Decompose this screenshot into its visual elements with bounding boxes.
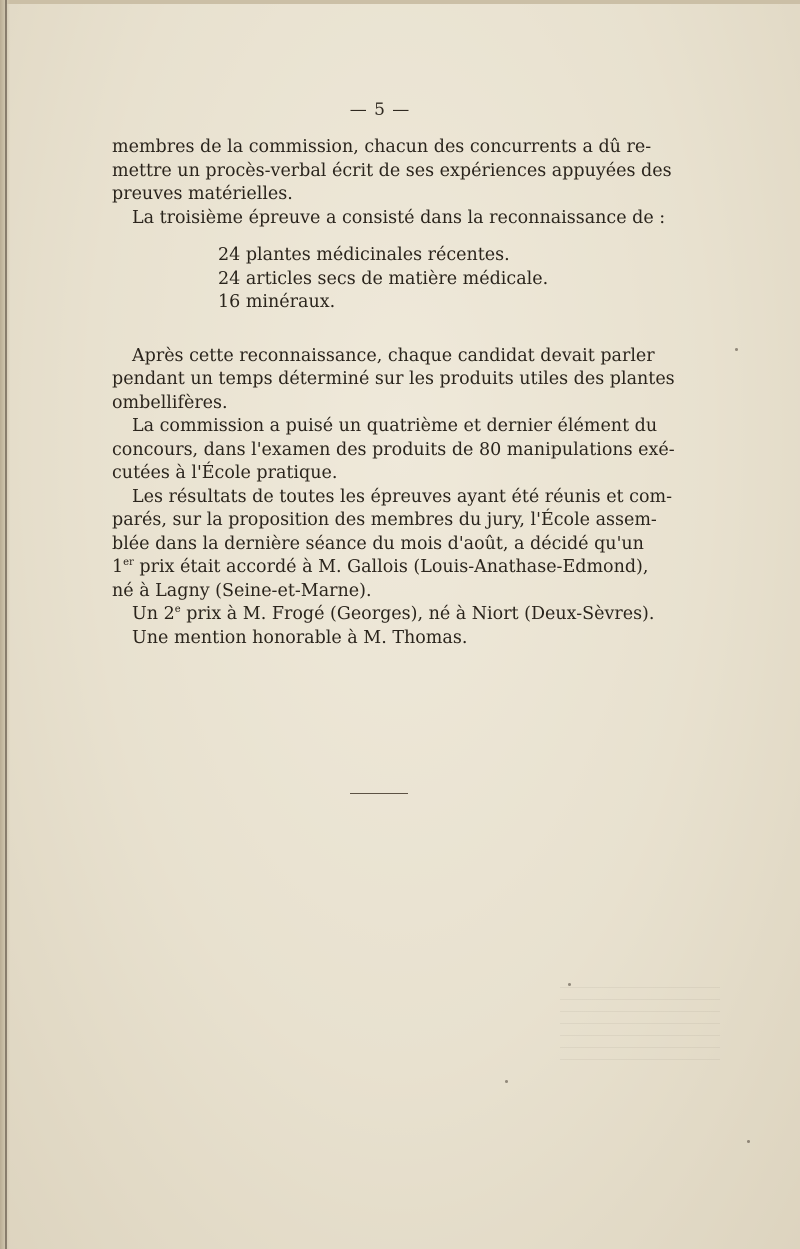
list-item: 24 articles secs de matière médicale. — [218, 268, 549, 289]
list-item: 16 minéraux. — [218, 292, 336, 312]
ordinal-suffix: er — [123, 557, 134, 568]
paragraph-4-line-2: concours, dans l'examen des produits de 80 manipulations exé- — [112, 439, 675, 460]
paragraph-1-line-2: mettre un procès-verbal écrit de ses expériences appuyées des — [112, 160, 672, 181]
second-prize-prefix: Un 2 — [132, 604, 175, 624]
paragraph-4-line-3: cutées à l'École pratique. — [112, 463, 338, 483]
closing-rule — [350, 793, 408, 794]
paragraph-7-line-1: Une mention honorable à M. Thomas. — [132, 627, 468, 648]
paragraph-3-line-1: Après cette reconnaissance, chaque candidat devait parler — [132, 345, 655, 366]
paragraph-6-line-1 — [112, 603, 655, 627]
paper-speck — [505, 1080, 508, 1083]
paper-speck — [747, 1140, 750, 1143]
prize-text: prix était accordé à M. Gallois (Louis-Anathase-Edmond), — [133, 557, 649, 577]
paragraph-1-line-1: membres de la commission, chacun des concurrents a dû re- — [112, 137, 652, 157]
paragraph-1-line-3: preuves matérielles. — [112, 184, 293, 204]
paper-speck — [568, 983, 571, 986]
show-through-texture — [560, 980, 720, 1060]
ordinal-number: 1 — [112, 557, 124, 577]
recognition-list — [218, 244, 640, 315]
page-number: — 5 — — [349, 100, 411, 120]
paragraph-5-line-4 — [112, 556, 649, 580]
ordinal-suffix: e — [174, 604, 181, 615]
paragraph-5-line-2: parés, sur la proposition des membres du jury, l'École assem- — [112, 510, 657, 530]
paragraph-3-line-2: pendant un temps déterminé sur les produits utiles des plantes — [112, 369, 675, 389]
paper-speck — [735, 348, 738, 351]
page-top-edge — [0, 0, 800, 4]
paragraph-5-line-1: Les résultats de toutes les épreuves ayant été réunis et com- — [132, 486, 672, 507]
second-prize-text: prix à M. Frogé (Georges), né à Niort (Deux-Sèvres). — [180, 604, 655, 624]
paragraph-5-line-3: blée dans la dernière séance du mois d'août, a décidé qu'un — [112, 533, 644, 554]
paragraph-4-line-1: La commission a puisé un quatrième et dernier élément du — [132, 416, 658, 436]
paragraph-2-line-1: La troisième épreuve a consisté dans la reconnaissance de : — [132, 207, 666, 228]
paragraph-gap — [112, 331, 640, 345]
body-text — [112, 136, 675, 650]
paragraph-3-line-3: ombellifères. — [112, 392, 228, 413]
paragraph-5-line-5: né à Lagny (Seine-et-Marne). — [112, 580, 372, 601]
binding-rule — [5, 0, 7, 1249]
list-item: 24 plantes médicinales récentes. — [218, 245, 510, 265]
